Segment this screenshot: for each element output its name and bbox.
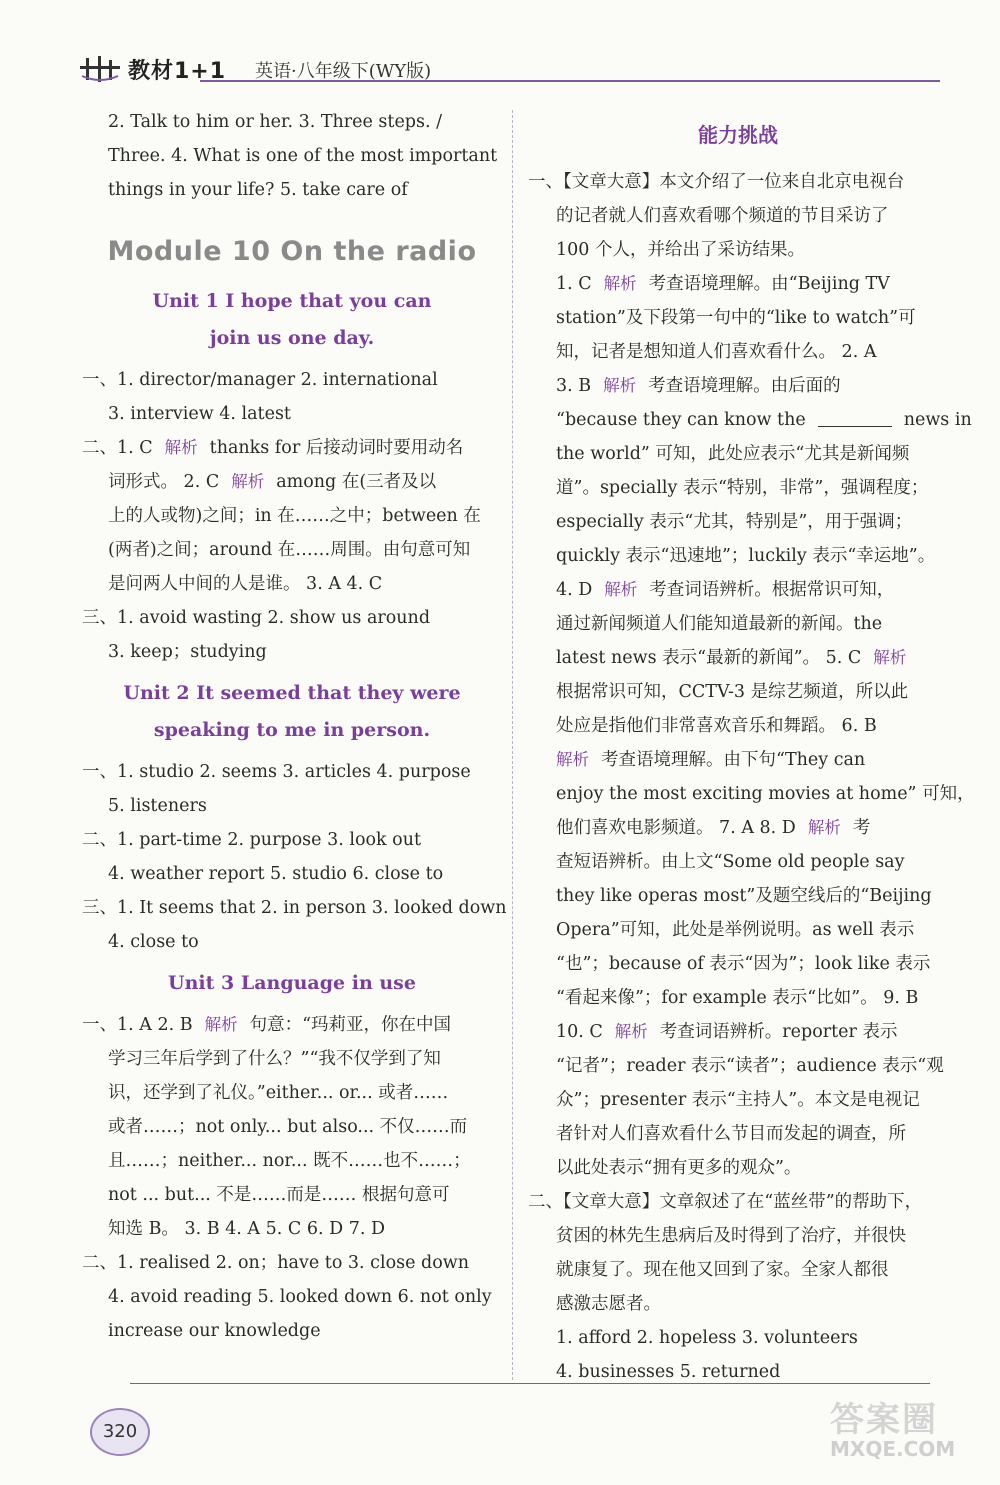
answer-line <box>82 1008 502 1042</box>
answer-line <box>528 879 948 913</box>
answer-text: 考查词语辨析。根据常识可知， <box>649 580 895 600</box>
answer-text: especially 表示“尤其，特别是”，用于强调； <box>556 512 913 532</box>
answer-line: 二、1. part-time 2. purpose 3. look out <box>82 830 422 850</box>
answer-line <box>528 981 948 1015</box>
answer-line: 4. weather report 5. studio 6. close to <box>108 864 444 884</box>
answer-text: 考查语境理解。由后面的 <box>648 376 841 396</box>
answer-text: 考查语境理解。由下句“They can <box>601 750 866 770</box>
analysis-tag: 解析 <box>603 376 637 395</box>
answer-text: 考查词语辨析。reporter 表示 <box>659 1022 898 1042</box>
answer-text: they like operas most”及题空线后的“Beijing <box>556 886 932 906</box>
answer-text: among 在(三者及以 <box>276 472 437 492</box>
answer-text: 句意：“玛莉亚，你在中国 <box>249 1015 452 1035</box>
answer-line: increase our knowledge <box>108 1321 321 1341</box>
answer-text: 以此处表示“拥有更多的观众”。 <box>556 1158 802 1178</box>
answer-text: “记者”；reader 表示“读者”；audience 表示“观 <box>556 1056 944 1076</box>
answer-text: 10. C <box>556 1022 603 1042</box>
answer-text: thanks for 后接动词时要用动名 <box>209 438 464 458</box>
answer-line: 2. Talk to him or her. 3. Three steps. / <box>108 112 443 132</box>
answer-line <box>528 1083 948 1117</box>
answer-text: 一、1. A 2. B <box>82 1015 193 1035</box>
analysis-tag: 解析 <box>873 648 907 667</box>
answer-line <box>528 199 948 233</box>
answer-line <box>528 369 948 403</box>
answer-line: 识，还学到了礼仪。”either... or... 或者…… <box>108 1083 449 1103</box>
analysis-tag: 解析 <box>164 438 198 457</box>
section-title: 能力挑战 <box>698 123 778 147</box>
answer-text: “看起来像”；for example 表示“比如”。 9. B <box>556 988 919 1008</box>
watermark-logo-text: 答案圈 <box>830 1400 938 1440</box>
answer-text: quickly 表示“迅速地”；luckily 表示“幸运地”。 <box>556 546 936 566</box>
answer-line <box>528 1151 948 1185</box>
answer-line: (两者)之间；around 在……周围。由句意可知 <box>108 540 471 560</box>
answer-line <box>528 947 948 981</box>
book-subtitle: 英语·八年级下(WY版) <box>255 61 432 82</box>
answer-line: things in your life? 5. take care of <box>108 180 408 200</box>
answer-line <box>528 1287 948 1321</box>
analysis-tag: 解析 <box>614 1022 648 1041</box>
answer-text: news in <box>903 410 972 430</box>
answer-line <box>82 431 502 465</box>
analysis-tag: 解析 <box>556 750 589 769</box>
module-title: Module 10 On the radio <box>107 236 477 267</box>
analysis-tag: 解析 <box>231 472 265 491</box>
unit1-title-line1: Unit 1 I hope that you can <box>152 290 432 312</box>
answer-line: 知选 B。 3. B 4. A 5. C 6. D 7. D <box>108 1219 385 1239</box>
answer-text: 处应是指他们非常喜欢音乐和舞蹈。 6. B <box>556 716 877 736</box>
answer-line <box>528 607 948 641</box>
answer-line <box>528 777 975 811</box>
answer-line <box>528 641 948 675</box>
column-divider <box>512 110 513 1380</box>
answer-line: 三、1. It seems that 2. in person 3. looked down <box>82 898 507 918</box>
answer-line: 且……；neither... nor... 既不……也不……； <box>108 1151 471 1171</box>
answer-line: 3. interview 4. latest <box>108 404 291 424</box>
answer-line <box>528 675 948 709</box>
answer-line <box>528 1185 948 1219</box>
answer-line: 是问两人中间的人是谁。 3. A 4. C <box>108 574 383 594</box>
unit1-block <box>82 277 502 363</box>
answer-line: 或者……；not only... but also... 不仅……而 <box>108 1117 468 1137</box>
page-number: 320 <box>90 1408 150 1456</box>
answer-text: 贫困的林先生患病后及时得到了治疗，并很快 <box>556 1226 906 1246</box>
answer-line <box>528 1049 948 1083</box>
answer-text: 知，记者是想知道人们喜欢看什么。 2. A <box>556 342 877 362</box>
analysis-tag: 解析 <box>603 274 637 293</box>
answer-line <box>528 845 948 879</box>
answer-text: “because they can know the <box>556 410 806 430</box>
answer-text: 通过新闻频道人们能知道最新的新闻。the <box>556 614 883 634</box>
answer-line: 学习三年后学到了什么？”“我不仅学到了知 <box>108 1049 441 1069</box>
answer-text: 考 <box>852 818 871 838</box>
unit3-title: Unit 3 Language in use <box>168 972 416 994</box>
page-header <box>70 44 950 92</box>
answer-text: 二、【文章大意】文章叙述了在“蓝丝带”的帮助下， <box>528 1192 923 1212</box>
analysis-tag: 解析 <box>604 580 638 599</box>
answer-line <box>528 1253 948 1287</box>
answer-line <box>528 403 972 437</box>
answer-text: station”及下段第一句中的“like to watch”可 <box>556 308 916 328</box>
header-rule <box>200 80 940 82</box>
unit2-block <box>82 669 502 755</box>
right-column <box>528 105 975 1389</box>
answer-line <box>528 1117 948 1151</box>
fill-in-blank <box>818 408 892 427</box>
answer-text: 4. businesses 5. returned <box>556 1362 781 1382</box>
answer-text: 词形式。 2. C <box>108 472 220 492</box>
answer-text: “也”；because of 表示“因为”；look like 表示 <box>556 954 931 974</box>
answer-text: latest news 表示“最新的新闻”。 5. C <box>556 648 862 668</box>
answer-line <box>528 267 948 301</box>
answer-text: 他们喜欢电影频道。 7. A 8. D <box>556 818 796 838</box>
answer-line <box>528 1015 948 1049</box>
right-lines <box>528 165 975 1389</box>
answer-line <box>528 913 948 947</box>
answer-line: 上的人或物)之间；in 在……之中；between 在 <box>108 506 481 526</box>
answer-text: 根据常识可知，CCTV-3 是综艺频道，所以此 <box>556 682 909 702</box>
answer-line <box>528 335 948 369</box>
answer-line <box>528 709 948 743</box>
book-logo-icon <box>78 54 122 84</box>
answer-line: 4. avoid reading 5. looked down 6. not only <box>108 1287 492 1307</box>
answer-text: 查短语辨析。由上文“Some old people say <box>556 852 905 872</box>
answer-text: 感激志愿者。 <box>556 1294 661 1314</box>
unit2-title-line2: speaking to me in person. <box>153 719 431 741</box>
answer-text: 二、1. C <box>82 438 153 458</box>
answer-line: Three. 4. What is one of the most important <box>108 146 498 166</box>
answer-text: 的记者就人们喜欢看哪个频道的节目采访了 <box>556 206 889 226</box>
answer-line: 三、1. avoid wasting 2. show us around <box>82 608 431 628</box>
answer-text: 4. D <box>556 580 593 600</box>
analysis-tag: 解析 <box>807 818 841 837</box>
answer-text: 3. B <box>556 376 592 396</box>
watermark <box>830 1392 980 1472</box>
analysis-tag: 解析 <box>204 1015 238 1034</box>
answer-text: 者针对人们喜欢看什么节目而发起的调查，所 <box>556 1124 906 1144</box>
answer-line: 4. close to <box>108 932 199 952</box>
answer-text: 100 个人，并给出了采访结果。 <box>556 240 805 260</box>
answer-line: 一、1. director/manager 2. international <box>82 370 438 390</box>
watermark-url: MXQE.COM <box>830 1437 956 1461</box>
answer-text: Opera”可知，此处是举例说明。as well 表示 <box>556 920 915 940</box>
answer-line <box>528 233 948 267</box>
answer-line <box>528 743 948 777</box>
answer-text: enjoy the most exciting movies at home” 可知， <box>556 784 975 804</box>
answer-line: 3. keep；studying <box>108 642 267 662</box>
answer-text: 众”；presenter 表示“主持人”。本文是电视记 <box>556 1090 920 1110</box>
answer-line <box>528 811 948 845</box>
answer-line: 5. listeners <box>108 796 207 816</box>
answer-line <box>528 539 948 573</box>
answer-text: 1. C <box>556 274 592 294</box>
unit1-title-line2: join us one day. <box>209 327 375 349</box>
answer-line <box>528 471 948 505</box>
answer-text: the world” 可知，此处应表示“尤其是新闻频 <box>556 444 910 464</box>
answer-line: 二、1. realised 2. on；have to 3. close down <box>82 1253 469 1273</box>
answer-text: 一、【文章大意】本文介绍了一位来自北京电视台 <box>528 172 905 192</box>
unit3-block <box>82 959 502 1008</box>
unit2-title-line1: Unit 2 It seemed that they were <box>123 682 461 704</box>
answer-line <box>528 165 948 199</box>
answer-line <box>528 505 948 539</box>
answer-text: 就康复了。现在他又回到了家。全家人都很 <box>556 1260 889 1280</box>
brand-title: 教材1+1 <box>128 59 227 84</box>
answer-text: 考查语境理解。由“Beijing TV <box>648 274 890 294</box>
footer-rule <box>130 1383 930 1384</box>
answer-line <box>528 301 948 335</box>
left-column <box>82 105 507 1348</box>
answer-line <box>528 1219 948 1253</box>
answer-line <box>82 465 502 499</box>
answer-text: 1. afford 2. hopeless 3. volunteers <box>556 1328 858 1348</box>
answer-text: 道”。specially 表示“特别，非常”，强调程度； <box>556 478 929 498</box>
answer-line: not ... but... 不是……而是…… 根据句意可 <box>108 1185 450 1205</box>
answer-line <box>528 573 948 607</box>
answer-line <box>528 437 948 471</box>
answer-line <box>528 1321 948 1355</box>
answer-line: 一、1. studio 2. seems 3. articles 4. purpose <box>82 762 471 782</box>
